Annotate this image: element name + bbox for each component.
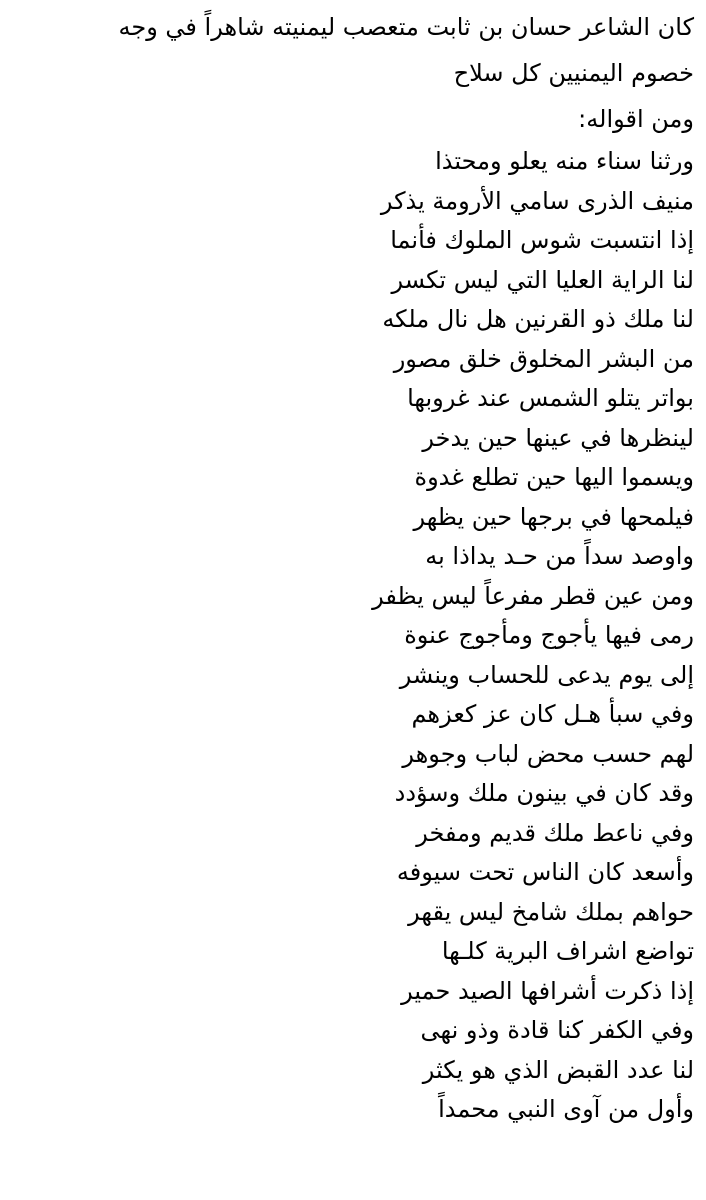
poem-verse: فيلمحها في برجها حين يظهر (413, 502, 694, 531)
poem-verse: لنا عدد القبض الذي هو يكثر (422, 1055, 694, 1084)
poem-verse: حواهم بملك شامخ ليس يقهر (408, 897, 694, 926)
poem-verse: لهم حسب محض لباب وجوهر (402, 739, 694, 768)
poem-verse: وقد كان في بينون ملك وسؤدد (394, 779, 694, 807)
poem-verse: إذا انتسبت شوس الملوك فأنما (390, 226, 694, 254)
poem-verse: واوصد سداً من حـد يداذا به (425, 542, 694, 570)
poem-verse: لينظرها في عينها حين يدخر (422, 423, 694, 452)
poem-verse: ويسموا اليها حين تطلع غدوة (414, 463, 694, 491)
poem-verse: وأول من آوى النبي محمداً (438, 1095, 694, 1123)
poem-verse: ومن عين قطر مفرعاً ليس يظفر (372, 581, 694, 610)
poem-verse: إذا ذكرت أشرافها الصيد حمير (401, 976, 694, 1005)
intro-line-3: ومن اقواله: (578, 105, 694, 133)
intro-line-1: كان الشاعر حسان بن ثابت متعصب ليمنيته شاهراً في وجه (118, 13, 694, 41)
intro-paragraph (12, 4, 694, 142)
poem-verse: بواتر يتلو الشمس عند غروبها (407, 384, 694, 412)
poem-verse: تواضع اشراف البرية كلـها (441, 937, 694, 965)
poem-verse: ورثنا سناء منه يعلو ومحتذا (435, 147, 694, 175)
poem-verse: من البشر المخلوق خلق مصور (393, 344, 694, 373)
poem-verse: منيف الذرى سامي الأرومة يذكر (380, 186, 694, 215)
poem-verse: وفي ناعط ملك قديم ومفخر (416, 818, 694, 847)
poem-verse: رمى فيها يأجوج ومأجوج عنوة (404, 621, 694, 649)
intro-line-2: خصوم اليمنيين كل سلاح (453, 59, 694, 87)
poem-verses (12, 142, 694, 1130)
poem-verse: وفي سبأ هـل كان عز كعزهم (411, 700, 694, 728)
poem-verse: وأسعد كان الناس تحت سيوفه (396, 858, 694, 886)
poem-verse: لنا ملك ذو القرنين هل نال ملكه (382, 305, 694, 333)
poem-verse: لنا الراية العليا التي ليس تكسر (391, 265, 694, 294)
poem-verse: وفي الكفر كنا قادة وذو نهى (420, 1016, 694, 1044)
poem-verse: إلى يوم يدعى للحساب وينشر (399, 660, 694, 689)
